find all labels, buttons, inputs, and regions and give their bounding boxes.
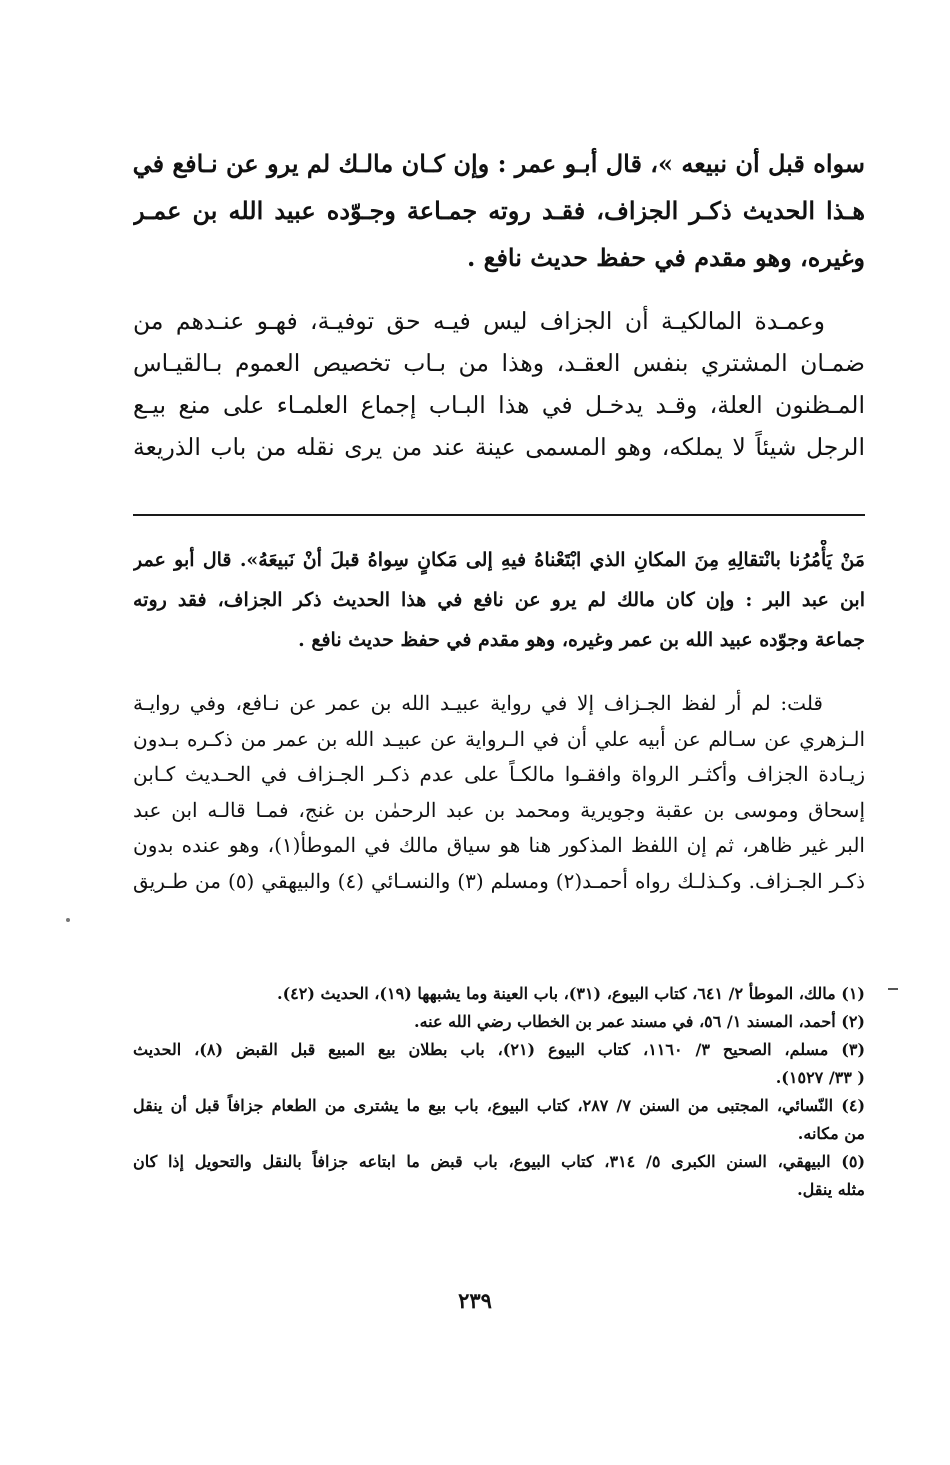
quote-line: جماعة وجوّده عبيد الله بن عمر وغيره، وهو مقدم في حفظ حديث نافع .: [298, 629, 865, 651]
footnote-line: مثله ينقل.: [797, 1180, 865, 1199]
footnote-4: [133, 1092, 865, 1148]
paragraph-line: ضمـان المشتري بنفس العقـد، وهذا من بـاب تخصيص العموم بـالقيـاس: [133, 349, 865, 377]
footnote-line: (٢) أحمد، المسند ١/ ٥٦، في مسند عمر بن الخطاب رضي الله عنه.: [414, 1012, 865, 1031]
footnote-line: (٤) النّسائي، المجتبى من السنن ٧/ ٢٨٧، كتاب البيوع، باب بيع ما يشترى من الطعام جزافاً قبل أن ينقل: [133, 1096, 865, 1115]
paragraph-line: زيـادة الجزاف وأكثـر الرواة وافقـوا مالكـاً على عدم ذكـر الجـزاف في الحـديث كـابن: [133, 762, 865, 786]
main-text-line: وغيره، وهو مقدم في حفظ حديث نافع .: [466, 243, 865, 272]
paragraph-line: إسحاق وموسى بن عقبة وجويرية ومحمد بن عبد الرحمٰن بن غنج، فمـا قالـه ابن عبد: [133, 797, 865, 822]
footnote-3: [133, 1036, 865, 1092]
paragraph-line: البر غير ظاهر، ثم إن اللفظ المذكور هنا هو سياق مالك في الموطأ(١)، وهو عنده بدون: [133, 833, 865, 857]
main-text-line: سواه قبل أن نبيعه »، قال أبـو عمر : وإن كـان مالـك لم يرو عن نـافع في: [133, 149, 865, 178]
footnote-5: [133, 1148, 865, 1204]
quote-block: [133, 540, 865, 660]
scan-speck: [66, 918, 70, 922]
paragraph-line: الرجل شيئاً لا يملكه، وهو المسمى عينة عند من يرى نقله من باب الذريعة: [133, 433, 865, 461]
scan-mark: [888, 988, 898, 990]
main-text-block: [133, 140, 865, 281]
main-text-line: هـذا الحديث ذكـر الجزاف، فقـد روته جمـاعة وجـوّده عبيد الله بن عمـر: [133, 196, 865, 225]
paragraph-line: المـظنون العلة، وقـد يدخـل في هذا البـاب إجماع العلمـاء على منع بيـع: [133, 391, 865, 419]
footnote-2: [133, 1008, 865, 1036]
footnote-line: ( ٣٣/ ١٥٢٧).: [775, 1068, 865, 1087]
paragraph-line: وعمـدة المالكيـة أن الجزاف ليس فيـه حق توفيـة، فهـو عنـدهم من: [133, 307, 825, 335]
paragraph-3: [133, 686, 865, 899]
footnote-line: (٣) مسلم، الصحيح ٣/ ١١٦٠، كتاب البيوع (٢١)، باب بطلان بيع المبيع قبل القبض (٨)، الحديث: [133, 1040, 865, 1059]
paragraph-line: قلت: لم أر لفظ الجـزاف إلا في رواية عبيـد الله بن عمر عن نـافع، وفي روايـة: [133, 691, 823, 715]
separator-rule: [133, 514, 865, 516]
footnote-1: [133, 980, 865, 1008]
quote-line: مَنْ يَأْمُرُنا بانْتقالِهِ مِنَ المكانِ الذي ابْتَعْناهُ فيهِ إلى مَكانٍ سِواهُ قبلَ أنْ نَبيعَهُ». قال أبو عمر: [133, 549, 865, 571]
footnote-line: (١) مالك، الموطأ ٢/ ٦٤١، كتاب البيوع، (٣١)، باب العينة وما يشبهها (١٩)، الحديث (٤٢).: [277, 984, 865, 1003]
page-number: ٢٣٩: [458, 1288, 492, 1313]
quote-line: ابن عبد البر : وإن كان مالك لم يرو عن نافع في هذا الحديث ذكر الجزاف، فقد روته: [133, 589, 865, 611]
paragraph-2: [133, 300, 865, 468]
paragraph-line: ذكـر الجـزاف. وكـذلـك رواه أحمـد(٢) ومسلم (٣) والنسـائي (٤) والبيهقي (٥) من طـريق: [133, 868, 865, 893]
paragraph-line: الـزهري عن سـالم عن أبيه علي أن في الـرواية عن عبيـد الله بن عمر من ذكـره بـدون: [133, 726, 865, 751]
footnote-line: من مكانه.: [797, 1124, 865, 1143]
footnotes: [133, 980, 865, 1204]
footnote-line: (٥) البيهقي، السنن الكبرى ٥/ ٣١٤، كتاب البيوع، باب قبض ما ابتاعه جزافاً بالنقل والتحويل إذا كان: [133, 1152, 865, 1171]
